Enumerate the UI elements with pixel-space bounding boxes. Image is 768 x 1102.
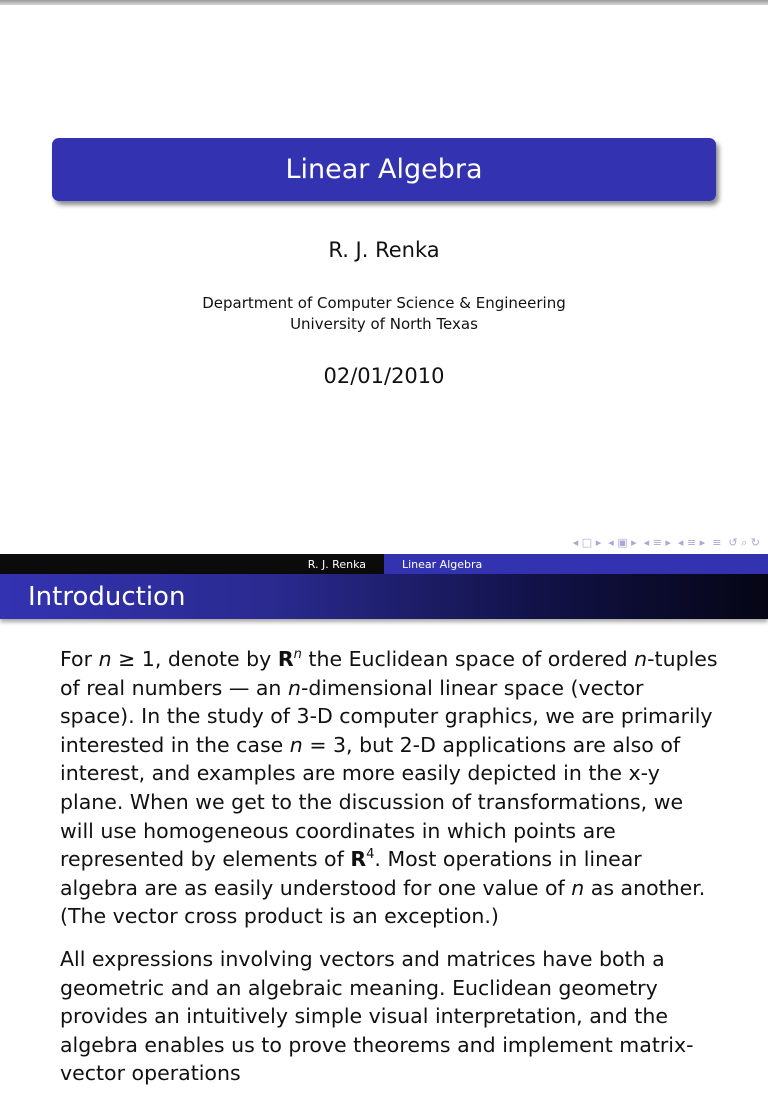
title-box [52,138,716,201]
text-run: = 3, but 2-D applications are also of interest, and examples are more easily depicted in the x-y plane. When we get to the discussion of transformations, we will use homogeneous coordinates in which points are represented by elements of [60,732,684,872]
department: Department of Computer Science & Engineering [202,294,566,312]
math-var: n [289,732,303,757]
university: University of North Texas [290,315,478,333]
text-run: as another. (The vector cross product is an exception.) [60,875,706,929]
text-run: For [60,647,99,671]
footer-author: R. J. Renka [0,554,384,574]
author-name: R. J. Renka [328,238,440,262]
math-sup: 4 [366,847,375,863]
frame-title [0,574,768,619]
text-run: the Euclidean space of ordered [301,647,635,671]
math-var: n [634,647,648,671]
nav-search-icon[interactable]: ↺ ⌕ ↻ [728,536,760,549]
paragraph-2: All expressions involving vectors and matrices have both a geometric and an algebraic meaning. Euclidean geometry provides an intuitively simple visual interpretation, and the algebra enables us to prove theorems and implement matrix-vector operations [60,946,694,1086]
text-run: . Most operations in linear algebra are as easily understood for one value of [60,847,642,900]
nav-section-icon[interactable]: ◂ ≡ ▸ [643,536,671,549]
nav-frame-icon[interactable]: ◂ □ ▸ [572,536,602,549]
slide-footer [0,554,768,574]
presentation-date: 02/01/2010 [323,364,445,388]
nav-subsection-icon[interactable]: ◂ ▣ ▸ [608,536,637,549]
text-run: -tuples of real numbers — an [60,647,718,700]
slide-body [60,645,720,1102]
math-var: n [98,647,112,671]
text-run: ≥ 1, denote by [111,647,278,671]
footer-title: Linear Algebra [384,554,768,574]
institution [0,293,768,335]
presentation-title: Linear Algebra [285,154,483,185]
paragraph-1 [60,645,720,931]
nav-slide-icon[interactable]: ◂ ≡ ▸ [677,536,706,549]
math-R: R [277,647,294,671]
math-var: n [571,875,585,900]
math-var: n [287,675,301,700]
frame-title-text: Introduction [28,581,186,612]
text-run: -dimensional linear space (vector space). In the study of 3-D computer graphics, we are primarily interested in the case [60,675,713,757]
beamer-nav-symbols [573,536,760,550]
math-sup: n [293,647,302,663]
math-R: R [350,847,367,872]
top-border [0,0,768,5]
nav-align-icon[interactable]: ≡ [712,536,722,549]
